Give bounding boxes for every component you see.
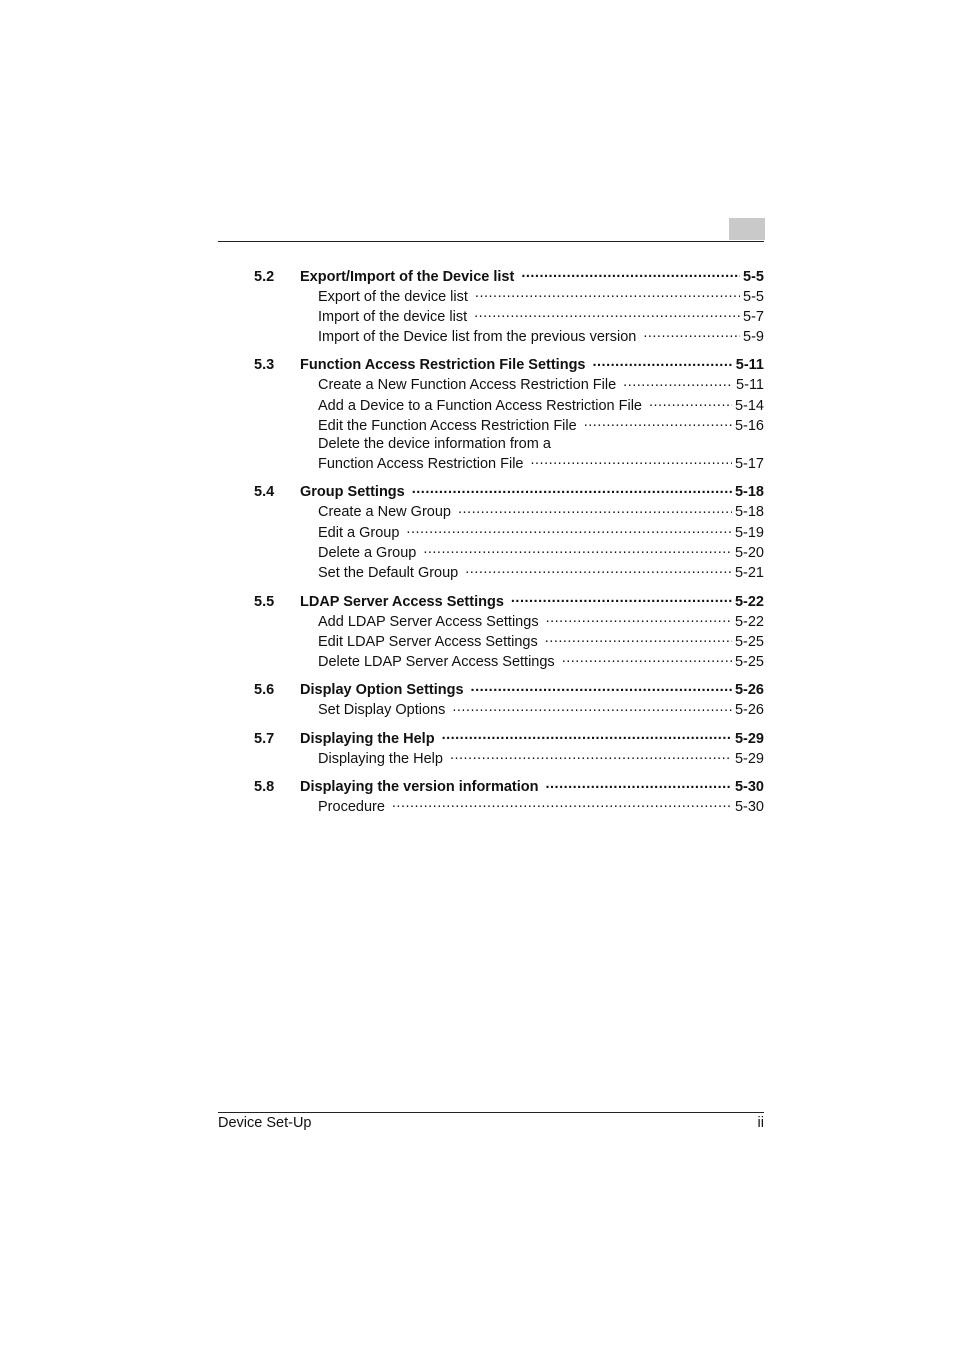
section-page: 5-29 xyxy=(734,730,764,747)
dot-leader xyxy=(423,542,732,557)
dot-leader xyxy=(392,797,732,812)
entry-page: 5-11 xyxy=(736,377,764,394)
dot-leader xyxy=(465,563,732,578)
section-title: Function Access Restriction File Settings xyxy=(300,357,586,374)
section-number: 5.7 xyxy=(254,730,275,747)
section-number: 5.2 xyxy=(254,268,275,285)
entry-page: 5-18 xyxy=(734,504,764,521)
dot-leader xyxy=(562,652,732,667)
toc-section xyxy=(254,728,764,768)
entry-title: Create a New Function Access Restriction File xyxy=(318,377,617,394)
entry-title: Import of the device list xyxy=(318,308,468,325)
dot-leader xyxy=(546,611,732,626)
toc-section-heading[interactable] xyxy=(254,591,764,611)
entry-title: Delete the device information from a xyxy=(318,435,551,452)
dot-leader xyxy=(643,327,740,342)
section-title: Export/Import of the Device list xyxy=(300,268,515,285)
toc-entry[interactable] xyxy=(254,454,764,474)
section-title: Displaying the version information xyxy=(300,779,539,796)
dot-leader xyxy=(406,522,732,537)
toc-section xyxy=(254,680,764,720)
footer-divider xyxy=(218,1112,764,1113)
toc-entry[interactable] xyxy=(254,375,764,395)
dot-leader xyxy=(412,482,732,497)
dot-leader xyxy=(545,777,731,792)
toc-entry[interactable] xyxy=(254,436,764,454)
entry-title: Edit LDAP Server Access Settings xyxy=(318,633,538,650)
entry-title: Export of the device list xyxy=(318,288,468,305)
dot-leader xyxy=(649,395,732,410)
toc-entry[interactable] xyxy=(254,502,764,522)
toc-entry[interactable] xyxy=(254,563,764,583)
toc-entry[interactable] xyxy=(254,748,764,768)
entry-page: 5-7 xyxy=(743,308,764,325)
entry-title: Add a Device to a Function Access Restriction File xyxy=(318,397,642,414)
toc-entry[interactable] xyxy=(254,631,764,651)
toc-entry[interactable] xyxy=(254,395,764,415)
entry-page: 5-5 xyxy=(743,288,764,305)
toc-entry[interactable] xyxy=(254,415,764,435)
section-page: 5-18 xyxy=(734,484,764,501)
entry-title: Create a New Group xyxy=(318,504,451,521)
section-title: Display Option Settings xyxy=(300,682,464,699)
toc-entry[interactable] xyxy=(254,652,764,672)
section-number: 5.6 xyxy=(254,682,275,699)
toc-section xyxy=(254,355,764,474)
dot-leader xyxy=(584,415,732,430)
entry-page: 5-19 xyxy=(734,524,764,541)
chapter-tab-marker xyxy=(729,218,765,240)
entry-page: 5-25 xyxy=(734,654,764,671)
entry-title: Set the Default Group xyxy=(318,565,459,582)
section-number: 5.5 xyxy=(254,593,275,610)
section-page: 5-22 xyxy=(734,593,764,610)
toc-entry[interactable] xyxy=(254,611,764,631)
toc-section-heading[interactable] xyxy=(254,777,764,797)
dot-leader xyxy=(511,591,732,606)
entry-page: 5-16 xyxy=(734,417,764,434)
section-page: 5-26 xyxy=(734,682,764,699)
entry-page: 5-29 xyxy=(734,750,764,767)
toc-section-heading[interactable] xyxy=(254,728,764,748)
section-page: 5-11 xyxy=(735,357,764,374)
toc-section-heading[interactable] xyxy=(254,482,764,502)
toc-section-heading[interactable] xyxy=(254,680,764,700)
entry-page: 5-21 xyxy=(734,565,764,582)
entry-page: 5-9 xyxy=(743,329,764,346)
dot-leader xyxy=(521,266,740,281)
entry-page: 5-25 xyxy=(734,633,764,650)
dot-leader xyxy=(531,454,732,469)
entry-title: Edit a Group xyxy=(318,524,400,541)
toc-entry[interactable] xyxy=(254,306,764,326)
entry-title: Set Display Options xyxy=(318,702,446,719)
entry-title: Delete LDAP Server Access Settings xyxy=(318,654,555,671)
dot-leader xyxy=(545,631,732,646)
section-page: 5-30 xyxy=(734,779,764,796)
toc-section-heading[interactable] xyxy=(254,266,764,286)
dot-leader xyxy=(471,680,732,695)
toc-entry[interactable] xyxy=(254,327,764,347)
entry-title: Edit the Function Access Restriction File xyxy=(318,417,577,434)
toc-entry[interactable] xyxy=(254,700,764,720)
entry-page: 5-17 xyxy=(734,456,764,473)
dot-leader xyxy=(458,502,732,517)
entry-title: Procedure xyxy=(318,799,385,816)
dot-leader xyxy=(442,728,732,743)
dot-leader xyxy=(475,286,740,301)
section-page: 5-5 xyxy=(743,268,764,285)
dot-leader xyxy=(474,306,740,321)
entry-page: 5-30 xyxy=(734,799,764,816)
toc-section xyxy=(254,266,764,347)
toc-section xyxy=(254,591,764,672)
toc-entry[interactable] xyxy=(254,542,764,562)
section-number: 5.4 xyxy=(254,484,275,501)
entry-title: Import of the Device list from the previous version xyxy=(318,329,637,346)
toc-entry[interactable] xyxy=(254,286,764,306)
section-title: Displaying the Help xyxy=(300,730,435,747)
entry-title: Add LDAP Server Access Settings xyxy=(318,613,539,630)
toc-entry[interactable] xyxy=(254,522,764,542)
dot-leader xyxy=(593,355,733,370)
footer-title: Device Set-Up xyxy=(218,1115,312,1131)
toc-section xyxy=(254,482,764,583)
entry-page: 5-26 xyxy=(734,702,764,719)
dot-leader xyxy=(623,375,733,390)
dot-leader xyxy=(452,700,732,715)
entry-page: 5-14 xyxy=(734,397,764,414)
section-number: 5.8 xyxy=(254,779,275,796)
dot-leader xyxy=(450,748,732,763)
footer-page-number: ii xyxy=(757,1115,764,1131)
section-title: LDAP Server Access Settings xyxy=(300,593,504,610)
toc-section xyxy=(254,777,764,817)
entry-title: Delete a Group xyxy=(318,544,417,561)
header-divider xyxy=(218,241,764,242)
section-number: 5.3 xyxy=(254,357,275,374)
toc-section-heading[interactable] xyxy=(254,355,764,375)
table-of-contents xyxy=(254,266,764,825)
entry-page: 5-20 xyxy=(734,544,764,561)
entry-title: Function Access Restriction File xyxy=(318,456,524,473)
section-title: Group Settings xyxy=(300,484,405,501)
entry-title: Displaying the Help xyxy=(318,750,443,767)
toc-entry[interactable] xyxy=(254,797,764,817)
entry-page: 5-22 xyxy=(734,613,764,630)
